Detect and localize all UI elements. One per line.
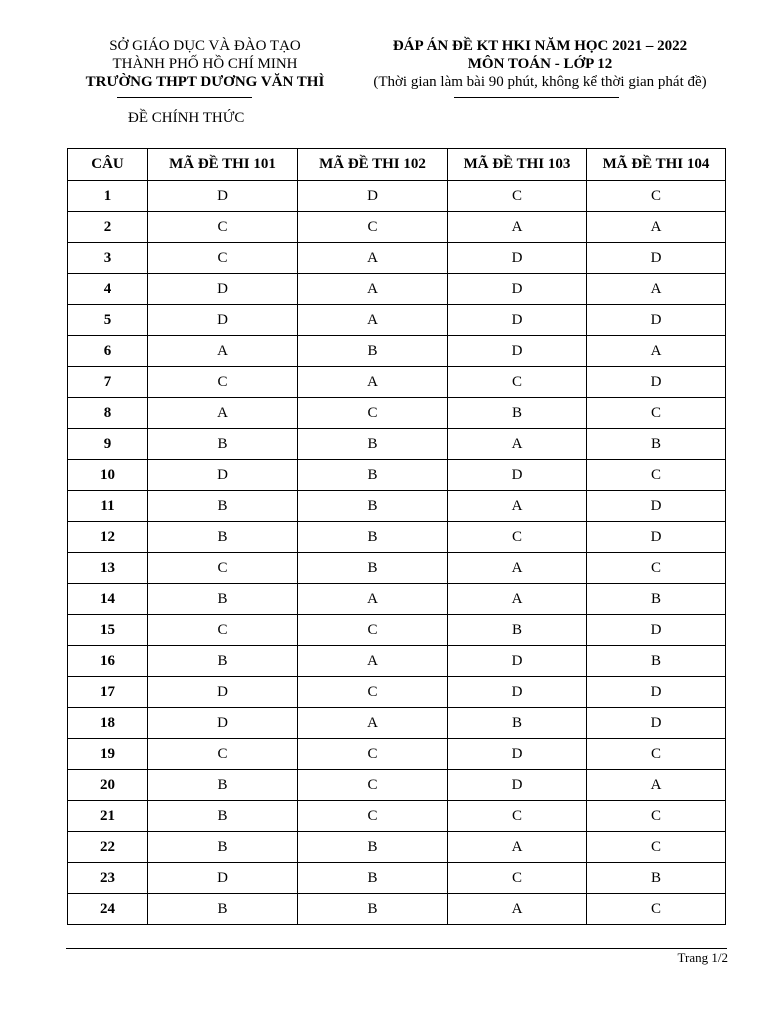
- answer-cell: B: [148, 584, 298, 615]
- answer-cell: C: [587, 398, 726, 429]
- question-number: 5: [68, 305, 148, 336]
- answer-cell: A: [587, 770, 726, 801]
- answer-cell: C: [587, 739, 726, 770]
- table-row: [68, 336, 726, 367]
- answer-cell: A: [298, 708, 448, 739]
- answer-cell: C: [587, 181, 726, 212]
- question-number: 17: [68, 677, 148, 708]
- header-code-104: MÃ ĐỀ THI 104: [587, 149, 726, 181]
- header-question: CÂU: [68, 149, 148, 181]
- answer-cell: D: [587, 305, 726, 336]
- header-right: [340, 37, 740, 91]
- table-row: [68, 243, 726, 274]
- answer-cell: C: [448, 863, 587, 894]
- answer-cell: A: [587, 212, 726, 243]
- answer-cell: D: [148, 305, 298, 336]
- table-row: [68, 398, 726, 429]
- answer-cell: A: [448, 832, 587, 863]
- answer-cell: D: [448, 243, 587, 274]
- answer-cell: B: [298, 336, 448, 367]
- footer-divider: [66, 948, 727, 949]
- answer-cell: C: [448, 801, 587, 832]
- title-underline: [454, 97, 619, 98]
- answer-cell: D: [448, 305, 587, 336]
- table-row: [68, 894, 726, 925]
- question-number: 8: [68, 398, 148, 429]
- answer-cell: A: [448, 491, 587, 522]
- question-number: 9: [68, 429, 148, 460]
- question-number: 23: [68, 863, 148, 894]
- answer-cell: D: [587, 708, 726, 739]
- question-number: 12: [68, 522, 148, 553]
- answer-cell: B: [587, 863, 726, 894]
- answer-cell: D: [587, 522, 726, 553]
- answer-cell: B: [148, 491, 298, 522]
- answer-cell: D: [148, 460, 298, 491]
- answer-cell: B: [298, 832, 448, 863]
- answer-cell: A: [448, 894, 587, 925]
- document-title: ĐÁP ÁN ĐỀ KT HKI NĂM HỌC 2021 – 2022: [392, 38, 688, 54]
- table-row: [68, 181, 726, 212]
- answer-cell: C: [587, 553, 726, 584]
- answer-cell: A: [448, 553, 587, 584]
- question-number: 13: [68, 553, 148, 584]
- answer-cell: D: [148, 181, 298, 212]
- answer-cell: D: [448, 646, 587, 677]
- city-name: THÀNH PHỐ HỒ CHÍ MINH: [112, 56, 298, 72]
- answer-cell: B: [148, 646, 298, 677]
- answer-cell: A: [298, 305, 448, 336]
- school-name: TRƯỜNG THPT DƯƠNG VĂN THÌ: [85, 74, 325, 90]
- header-code-103: MÃ ĐỀ THI 103: [448, 149, 587, 181]
- table-row: [68, 522, 726, 553]
- department-name: SỞ GIÁO DỤC VÀ ĐÀO TẠO: [109, 38, 301, 54]
- question-number: 14: [68, 584, 148, 615]
- question-number: 10: [68, 460, 148, 491]
- answer-cell: A: [448, 584, 587, 615]
- page-number: Trang 1/2: [677, 950, 728, 965]
- question-number: 15: [68, 615, 148, 646]
- answer-cell: A: [587, 274, 726, 305]
- answer-cell: D: [148, 677, 298, 708]
- answer-cell: D: [448, 274, 587, 305]
- header-left: [50, 37, 360, 91]
- answer-cell: B: [587, 646, 726, 677]
- answer-cell: C: [298, 677, 448, 708]
- answer-cell: B: [587, 584, 726, 615]
- answer-cell: B: [587, 429, 726, 460]
- table-row: [68, 429, 726, 460]
- question-number: 18: [68, 708, 148, 739]
- table-row: [68, 801, 726, 832]
- question-number: 20: [68, 770, 148, 801]
- answer-cell: B: [298, 863, 448, 894]
- answer-cell: D: [587, 677, 726, 708]
- table-row: [68, 460, 726, 491]
- answer-cell: B: [298, 460, 448, 491]
- answer-cell: D: [587, 615, 726, 646]
- answer-cell: B: [148, 894, 298, 925]
- answer-cell: D: [448, 770, 587, 801]
- header-code-102: MÃ ĐỀ THI 102: [298, 149, 448, 181]
- answer-cell: C: [298, 398, 448, 429]
- answer-cell: B: [298, 491, 448, 522]
- answer-cell: C: [298, 615, 448, 646]
- header-code-101: MÃ ĐỀ THI 101: [148, 149, 298, 181]
- answer-cell: B: [298, 522, 448, 553]
- answer-cell: A: [148, 336, 298, 367]
- question-number: 6: [68, 336, 148, 367]
- answer-cell: D: [587, 243, 726, 274]
- answer-cell: B: [448, 708, 587, 739]
- answer-cell: A: [298, 367, 448, 398]
- answer-cell: C: [148, 212, 298, 243]
- answer-cell: C: [587, 832, 726, 863]
- answer-cell: D: [448, 677, 587, 708]
- answer-cell: C: [587, 801, 726, 832]
- answer-cell: A: [448, 429, 587, 460]
- table-row: [68, 305, 726, 336]
- answer-cell: C: [298, 739, 448, 770]
- answer-cell: A: [448, 212, 587, 243]
- answer-cell: C: [448, 181, 587, 212]
- question-number: 1: [68, 181, 148, 212]
- table-row: [68, 212, 726, 243]
- answer-cell: D: [148, 863, 298, 894]
- answer-cell: C: [148, 553, 298, 584]
- question-number: 7: [68, 367, 148, 398]
- answer-cell: D: [448, 460, 587, 491]
- table-row: [68, 646, 726, 677]
- answer-cell: B: [298, 429, 448, 460]
- answer-cell: D: [448, 739, 587, 770]
- answer-cell: C: [587, 460, 726, 491]
- answer-cell: C: [448, 367, 587, 398]
- answer-cell: D: [448, 336, 587, 367]
- answer-cell: C: [148, 367, 298, 398]
- question-number: 3: [68, 243, 148, 274]
- answer-cell: B: [298, 553, 448, 584]
- answer-cell: B: [448, 615, 587, 646]
- answer-cell: C: [148, 243, 298, 274]
- table-header-row: [68, 149, 726, 181]
- question-number: 16: [68, 646, 148, 677]
- table-row: [68, 739, 726, 770]
- table-row: [68, 367, 726, 398]
- question-number: 2: [68, 212, 148, 243]
- answer-cell: B: [148, 429, 298, 460]
- answer-cell: D: [587, 367, 726, 398]
- table-row: [68, 677, 726, 708]
- table-row: [68, 863, 726, 894]
- school-underline: [117, 97, 252, 98]
- question-number: 22: [68, 832, 148, 863]
- answer-cell: D: [587, 491, 726, 522]
- answer-cell: D: [148, 274, 298, 305]
- answer-cell: C: [148, 615, 298, 646]
- official-label: ĐỀ CHÍNH THỨC: [128, 110, 245, 126]
- question-number: 21: [68, 801, 148, 832]
- table-row: [68, 770, 726, 801]
- table-row: [68, 491, 726, 522]
- answer-table-body: [68, 181, 726, 925]
- table-row: [68, 274, 726, 305]
- table-row: [68, 584, 726, 615]
- answer-cell: A: [587, 336, 726, 367]
- question-number: 11: [68, 491, 148, 522]
- answer-cell: C: [298, 801, 448, 832]
- answer-cell: B: [148, 522, 298, 553]
- answer-cell: B: [148, 832, 298, 863]
- time-note: (Thời gian làm bài 90 phút, không kể thời gian phát đề): [373, 74, 707, 90]
- answer-cell: B: [148, 770, 298, 801]
- answer-cell: A: [298, 646, 448, 677]
- table-row: [68, 832, 726, 863]
- answer-cell: D: [148, 708, 298, 739]
- answer-cell: B: [448, 398, 587, 429]
- subject-title: MÔN TOÁN - LỚP 12: [467, 56, 613, 72]
- answer-cell: C: [448, 522, 587, 553]
- answer-table: [67, 148, 726, 925]
- table-row: [68, 615, 726, 646]
- answer-cell: C: [148, 739, 298, 770]
- answer-cell: C: [298, 212, 448, 243]
- question-number: 4: [68, 274, 148, 305]
- answer-cell: D: [298, 181, 448, 212]
- answer-cell: B: [298, 894, 448, 925]
- question-number: 24: [68, 894, 148, 925]
- answer-cell: C: [298, 770, 448, 801]
- answer-cell: B: [148, 801, 298, 832]
- table-row: [68, 708, 726, 739]
- answer-cell: A: [148, 398, 298, 429]
- answer-cell: C: [587, 894, 726, 925]
- table-row: [68, 553, 726, 584]
- answer-cell: A: [298, 274, 448, 305]
- question-number: 19: [68, 739, 148, 770]
- answer-cell: A: [298, 243, 448, 274]
- answer-cell: A: [298, 584, 448, 615]
